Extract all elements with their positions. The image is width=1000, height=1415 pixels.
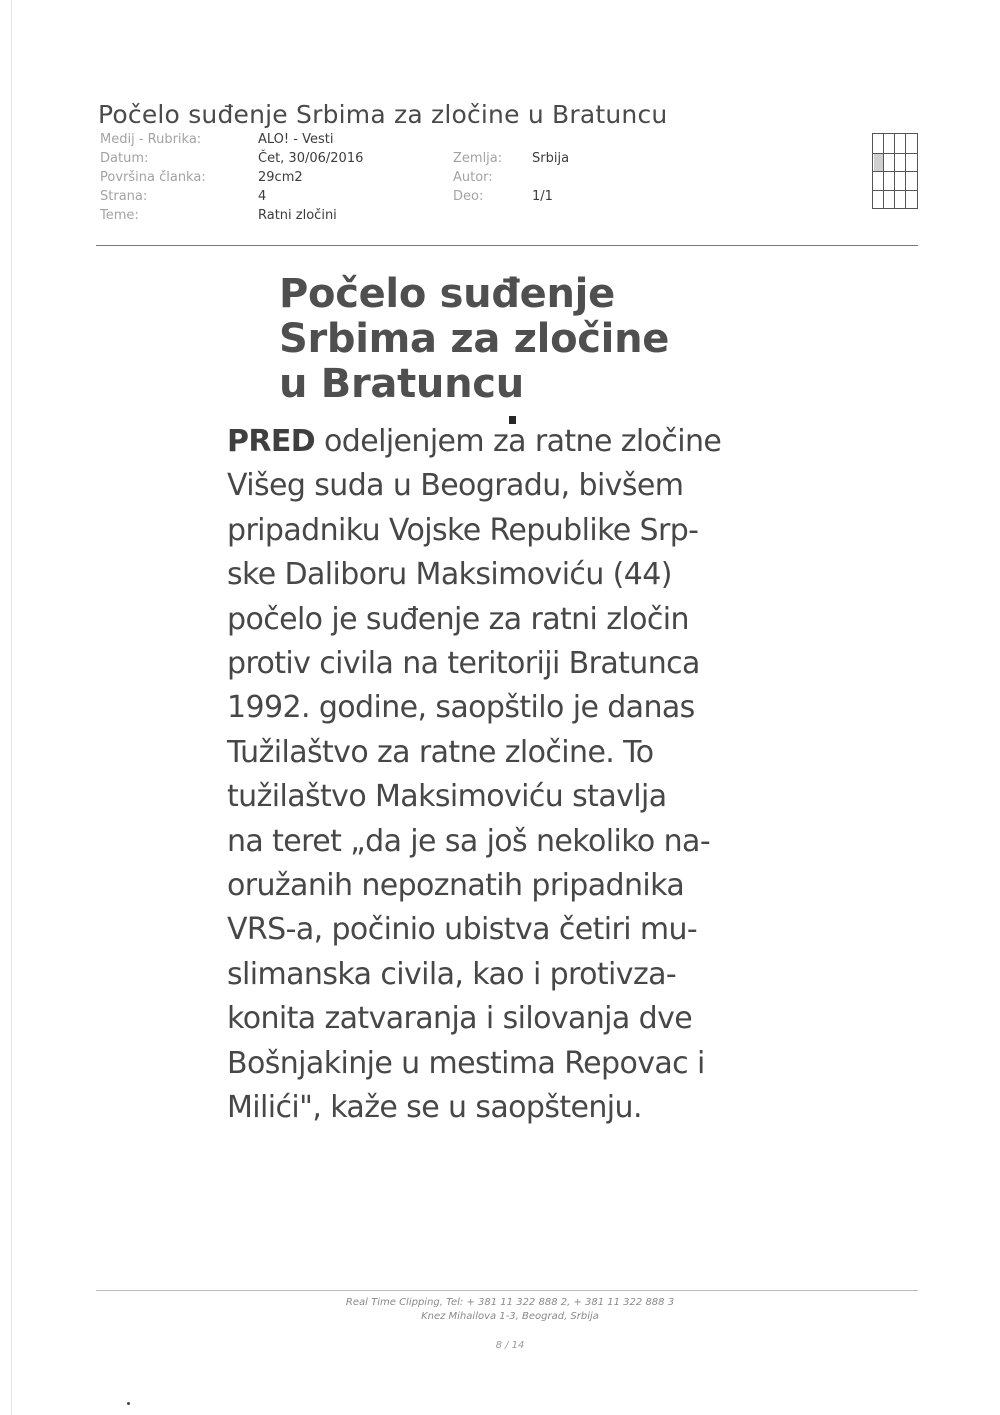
article-body <box>227 420 787 1131</box>
article-line: ske Daliboru Maksimoviću (44) <box>227 557 672 593</box>
strana-value: 4 <box>258 189 267 204</box>
medij-value: ALO! - Vesti <box>258 132 334 147</box>
article-line: pripadniku Vojske Republike Srp- <box>227 512 699 548</box>
headline-line: u Bratuncu <box>279 361 524 407</box>
footer-divider <box>96 1290 918 1291</box>
footer-contact: Real Time Clipping, Tel: + 381 11 322 888 2, + 381 11 322 888 3 <box>345 1297 675 1308</box>
article-line: na teret „da je sa još nekoliko na- <box>227 823 711 859</box>
scan-edge <box>11 0 12 1415</box>
headline-line: Srbima za zločine <box>279 316 670 362</box>
article-line: oružanih nepoznatih pripadnika <box>227 868 685 904</box>
datum-label: Datum: <box>100 151 149 166</box>
article-line: 1992. godine, saopštilo je danas <box>227 690 695 726</box>
zemlja-value: Srbija <box>532 151 570 166</box>
teme-label: Teme: <box>100 208 139 223</box>
footer-address: Knez Mihailova 1-3, Beograd, Srbija <box>421 1311 599 1322</box>
first-line-text: odeljenjem za ratne zločine <box>315 424 722 459</box>
article-line: protiv civila na teritoriji Bratunca <box>227 646 700 682</box>
article-line: Milići", kaže se u saopštenju. <box>227 1090 642 1126</box>
article-line: tužilaštvo Maksimoviću stavlja <box>227 779 667 815</box>
article-headline <box>279 272 759 407</box>
teme-value: Ratni zločini <box>258 208 337 223</box>
article-line: Višeg suda u Beogradu, bivšem <box>227 468 684 504</box>
article-line: počelo je suđenje za ratni zločin <box>227 601 689 637</box>
article-line: konita zatvaranja i silovanja dve <box>227 1001 693 1037</box>
article-line: Bošnjakinje u mestima Repovac i <box>227 1045 705 1081</box>
document-title: Počelo suđenje Srbima za zločine u Bratuncu <box>98 100 668 129</box>
article-line: VRS-a, počinio ubistva četiri mu- <box>227 912 698 948</box>
headline-line: Počelo suđenje <box>279 271 615 317</box>
povrsina-value: 29cm2 <box>258 170 303 185</box>
article-line: slimanska civila, kao i protivza- <box>227 956 677 992</box>
deo-value: 1/1 <box>532 189 553 204</box>
article-line: Tužilaštvo za ratne zločine. To <box>227 734 654 770</box>
strana-label: Strana: <box>100 189 148 204</box>
article-line <box>227 420 787 464</box>
page-number: 8 / 14 <box>495 1340 525 1351</box>
povrsina-label: Površina članka: <box>100 170 206 185</box>
lead-word: PRED <box>227 424 316 459</box>
datum-value: Čet, 30/06/2016 <box>258 151 364 166</box>
highlighted-cell <box>874 154 883 172</box>
scan-speck <box>127 1402 130 1405</box>
medij-label: Medij - Rubrika: <box>100 132 202 147</box>
zemlja-label: Zemlja: <box>453 151 503 166</box>
deo-label: Deo: <box>453 189 484 204</box>
header-divider <box>96 245 918 246</box>
autor-label: Autor: <box>453 170 493 185</box>
page-position-grid-icon <box>872 133 918 209</box>
